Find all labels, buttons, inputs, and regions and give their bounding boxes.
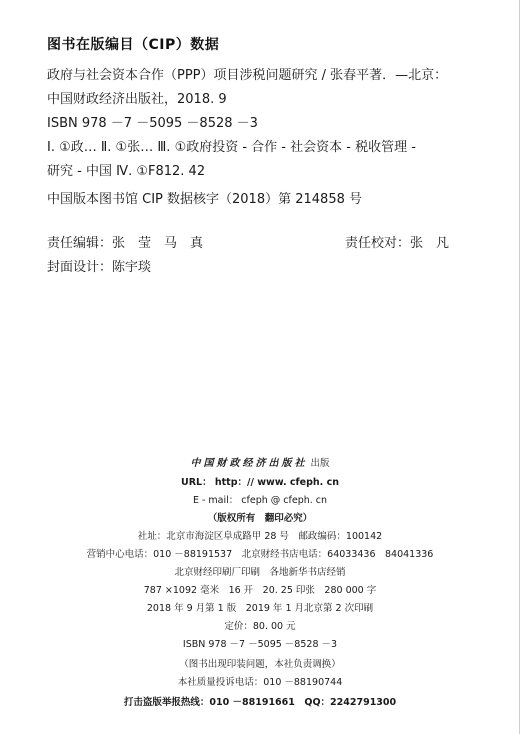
cip-isbn: ISBN 978 －7 －5095 －8528 －3 bbox=[47, 116, 258, 131]
publisher-line bbox=[0, 454, 520, 469]
complaint-phone: 本社质量投诉电话：010 －88190744 bbox=[177, 677, 343, 688]
rights-reserved: （版权所有 翻印必究） bbox=[207, 513, 313, 524]
printer-line: 北京财经印刷厂印刷 各地新华书店经销 bbox=[174, 567, 346, 578]
cip-heading: 图书在版编目（CIP）数据 bbox=[47, 37, 220, 53]
cip-title-line-2: 中国财政经济出版社，2018. 9 bbox=[47, 92, 227, 107]
credit-editor: 责任编辑：张 莹 马 真 bbox=[47, 236, 204, 251]
publisher-address: 社址：北京市海淀区阜成路甲 28 号 邮政编码：100142 bbox=[137, 531, 383, 542]
sales-phone: 营销中心电话：010 －88191537 北京财经书店电话：64033436 84041336 bbox=[86, 549, 434, 560]
imprint-isbn: ISBN 978 －7 －5095 －8528 －3 bbox=[182, 639, 338, 650]
cip-classification-line-1: Ⅰ. ①政… Ⅱ. ①张… Ⅲ. ①政府投资 - 合作 - 社会资本 - 税收管理 - bbox=[47, 140, 416, 155]
return-notice: （图书出现印装问题，本社负责调换） bbox=[179, 659, 341, 670]
credit-cover-design: 封面设计：陈宇琰 bbox=[47, 260, 152, 275]
piracy-hotline: 打击盗版举报热线：010 －88191661 QQ：2242791300 bbox=[123, 697, 397, 708]
cip-core-data: 中国版本图书馆 CIP 数据核字（2018）第 214858 号 bbox=[47, 192, 362, 207]
edition-line: 2018 年 9 月第 1 版 2019 年 1 月北京第 2 次印刷 bbox=[146, 603, 374, 614]
publisher-email: E - mail： cfeph @ cfeph. cn bbox=[192, 495, 328, 506]
publisher-suffix: 出版 bbox=[310, 458, 330, 469]
book-format: 787 ×1092 毫米 16 开 20. 25 印张 280 000 字 bbox=[143, 585, 377, 596]
price-line: 定价：80. 00 元 bbox=[224, 621, 296, 632]
credit-proofreader: 责任校对：张 凡 bbox=[345, 236, 450, 251]
cip-title-line-1: 政府与社会资本合作（PPP）项目涉税问题研究 / 张春平著．—北京： bbox=[47, 68, 448, 83]
publisher-logo: 中国财政经济出版社 bbox=[190, 458, 308, 469]
cip-classification-line-2: 研究 - 中国 Ⅳ. ①F812. 42 bbox=[47, 164, 206, 179]
publisher-url: URL： http：// www. cfeph. cn bbox=[180, 477, 339, 488]
